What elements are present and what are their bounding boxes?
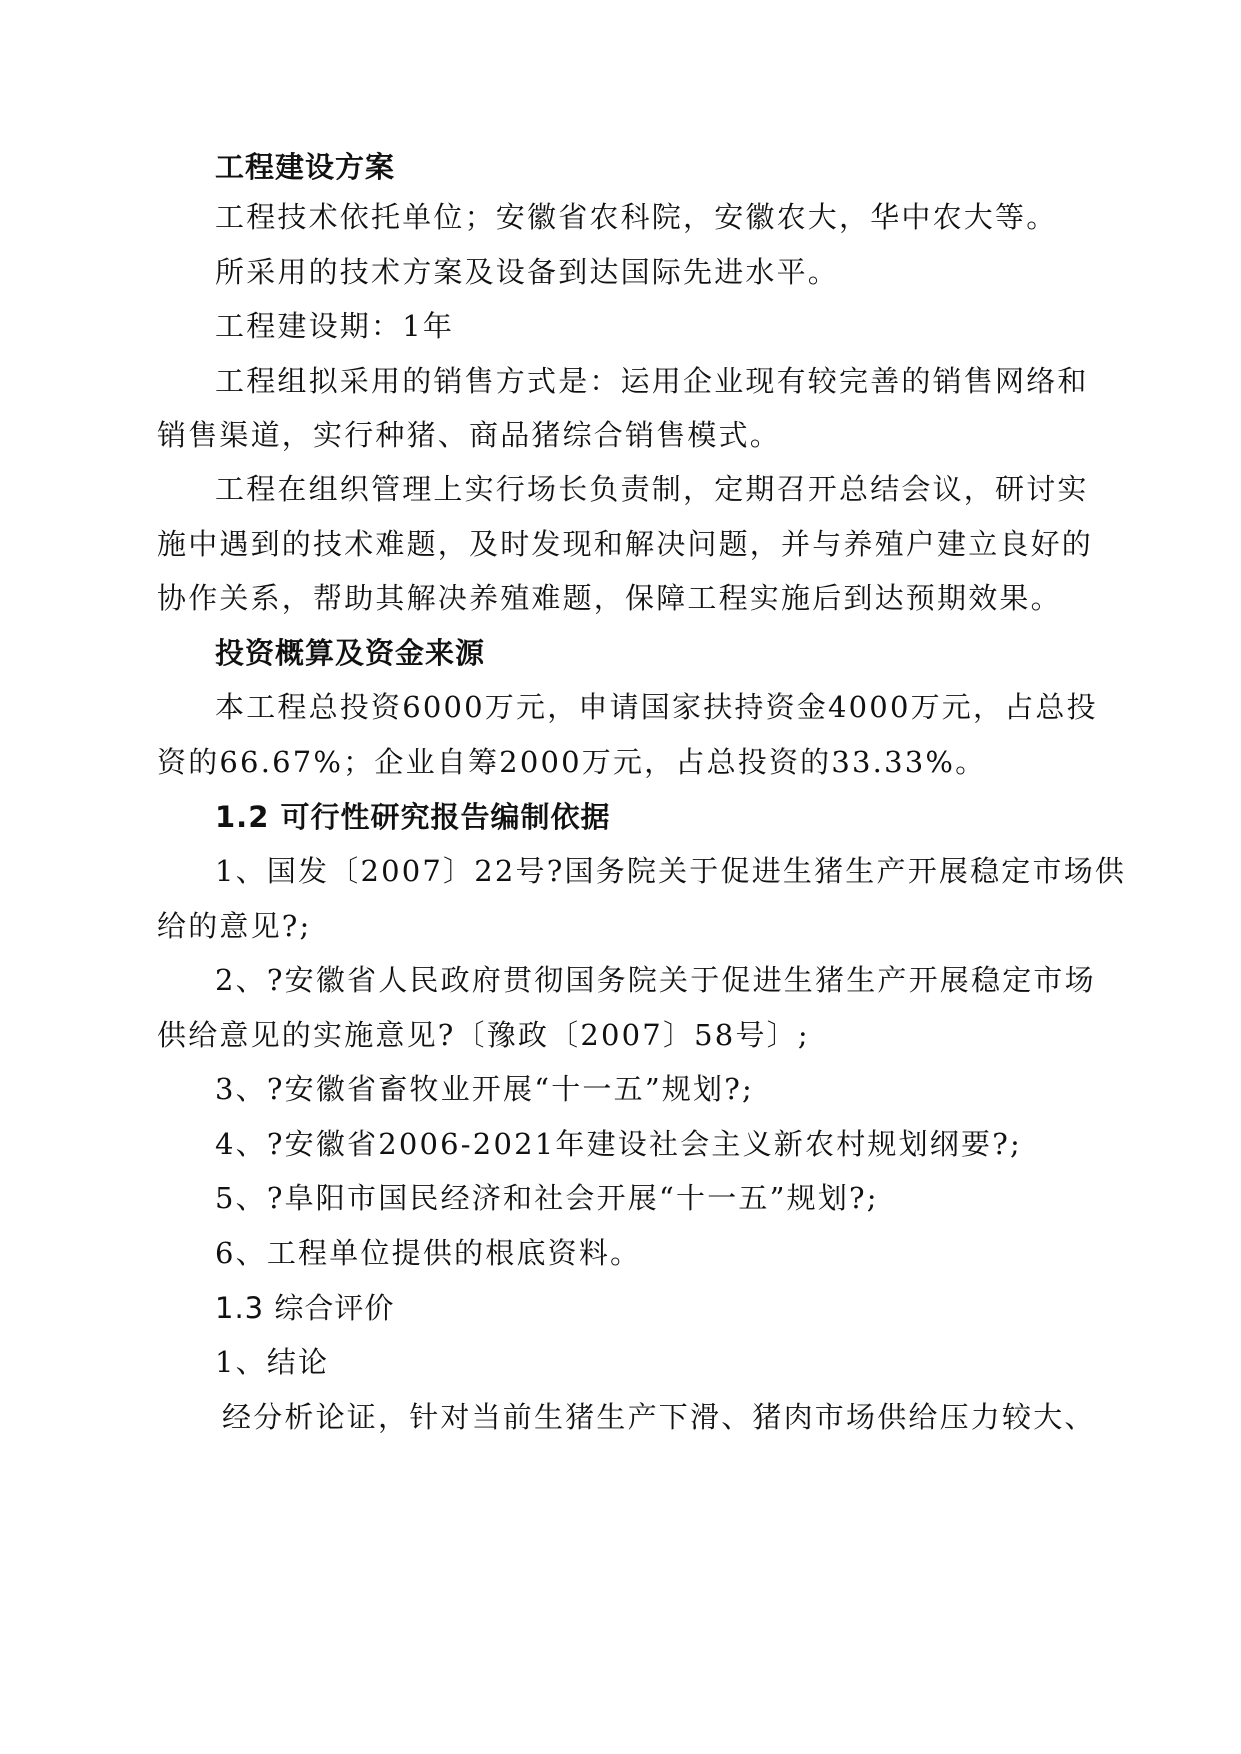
- paragraph-line: 施中遇到的技术难题，及时发现和解决问题，并与养殖户建立良好的: [157, 527, 1094, 561]
- paragraph-line: 1、结论: [215, 1345, 330, 1379]
- paragraph-line: 工程在组织管理上实行场长负责制，定期召开总结会议，研讨实: [215, 472, 1089, 506]
- list-item-continuation: 给的意见?;: [157, 909, 312, 943]
- section-heading-investment: 投资概算及资金来源: [215, 636, 486, 670]
- paragraph-line: 销售渠道，实行种猪、商品猪综合销售模式。: [157, 418, 782, 452]
- paragraph-line: 所采用的技术方案及设备到达国际先进水平。: [215, 255, 840, 289]
- paragraph-line: 协作关系，帮助其解决养殖难题，保障工程实施后到达预期效果。: [157, 581, 1062, 615]
- list-item: 4、?安徽省2006-2021年建设社会主义新农村规划纲要?;: [215, 1127, 1022, 1161]
- section-heading-evaluation: 1.3 综合评价: [215, 1291, 395, 1325]
- list-item: 5、?阜阳市国民经济和社会开展“十一五”规划?;: [215, 1181, 879, 1215]
- paragraph-line: 资的66.67%；企业自筹2000万元，占总投资的33.33%。: [157, 745, 987, 779]
- list-item: 2、?安徽省人民政府贯彻国务院关于促进生猪生产开展稳定市场: [215, 963, 1096, 997]
- list-item: 6、工程单位提供的根底资料。: [215, 1236, 642, 1270]
- paragraph-line: 工程建设期：1年: [215, 309, 455, 343]
- list-item: 1、国发〔2007〕22号?国务院关于促进生猪生产开展稳定市场供: [215, 854, 1127, 888]
- section-heading-feasibility-basis: 1.2 可行性研究报告编制依据: [215, 800, 611, 834]
- section-heading-construction-plan: 工程建设方案: [215, 150, 396, 184]
- list-item: 3、?安徽省畜牧业开展“十一五”规划?;: [215, 1072, 754, 1106]
- list-item-continuation: 供给意见的实施意见?〔豫政〔2007〕58号〕;: [157, 1018, 810, 1052]
- paragraph-line: 工程组拟采用的销售方式是：运用企业现有较完善的销售网络和: [215, 364, 1089, 398]
- paragraph-line: 本工程总投资6000万元，申请国家扶持资金4000万元，占总投: [215, 690, 1098, 724]
- paragraph-line: 工程技术依托单位；安徽省农科院，安徽农大，华中农大等。: [215, 200, 1058, 234]
- paragraph-line: 经分析论证，针对当前生猪生产下滑、猪肉市场供给压力较大、: [222, 1400, 1096, 1434]
